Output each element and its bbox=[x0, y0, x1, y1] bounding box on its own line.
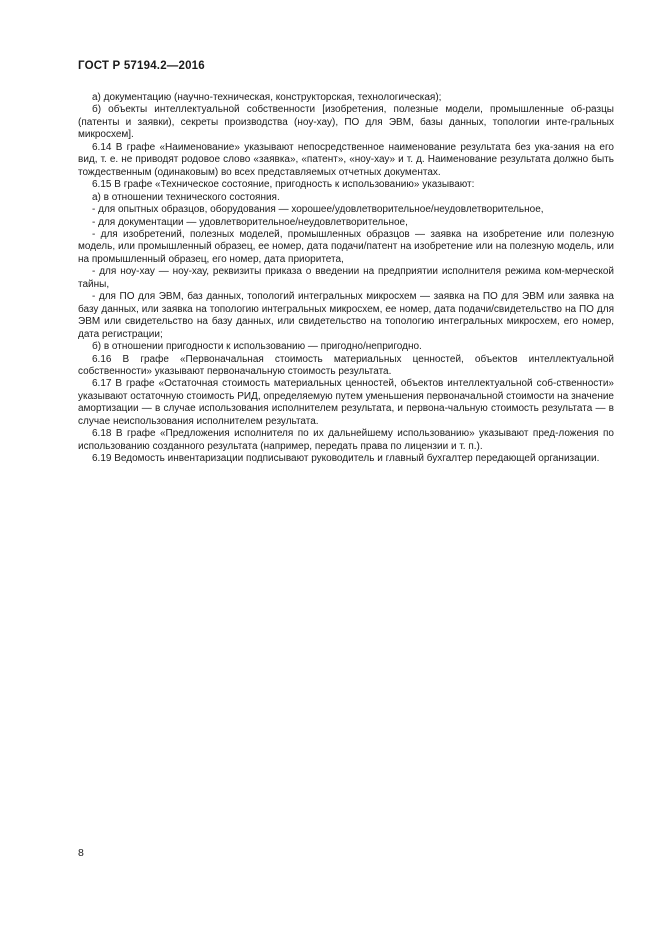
paragraph-6-15-a: а) в отношении технического состояния. bbox=[92, 191, 280, 203]
paragraph-6-14: 6.14 В графе «Наименование» указывают непосредственное наименование результата без ука-зания на его вид, т. е. не приводят родовое слово «заявка», «патент», «ноу-хау» и т. д. Наименование результата должно быть тождественным (одинаковым) во всех представляемых отчетных документах. bbox=[78, 141, 614, 178]
list-item-inventions: - для изобретений, полезных моделей, промышленных образцов — заявка на изобретение или полезную модель, или промышленный образец, ее номер, дата подачи/патент на изобретение или на полезную модель, или на промышленный образец, его номер, дата приоритета, bbox=[78, 228, 614, 265]
list-item-know-how: - для ноу-хау — ноу-хау, реквизиты приказа о введении на предприятии исполнителя режима ком-мерческой тайны, bbox=[78, 266, 614, 290]
paragraph-6-19: 6.19 Ведомость инвентаризации подписывают руководитель и главный бухгалтер передающей организации. bbox=[92, 453, 600, 465]
paragraph-item-b-ip-objects: б) объекты интеллектуальной собственности [изобретения, полезные модели, промышленные об-разцы (патенты и заявки), секреты производства (ноу-хау), ПО для ЭВМ, базы данных, топологии инте-гральных микросхем]. bbox=[78, 104, 614, 141]
page-number: 8 bbox=[78, 847, 84, 859]
document-header: ГОСТ Р 57194.2—2016 bbox=[78, 60, 205, 72]
paragraph-6-17: 6.17 В графе «Остаточная стоимость материальных ценностей, объектов интеллектуальной соб-ственности» указывают остаточную стоимость РИД, определяемую путем уменьшения первоначальной стоимости на значение амортизации — в случае использования исполнителем результата, и первона-чальную стоимость результата — в случае неиспользования исполнителем результата. bbox=[78, 378, 614, 427]
document-body bbox=[78, 92, 614, 466]
paragraph-6-18: 6.18 В графе «Предложения исполнителя по их дальнейшему использованию» указывают пред-ложения по использованию созданного результата (например, передать права по лицензии и т. п.). bbox=[78, 428, 614, 452]
paragraph-item-a-documentation: а) документацию (научно-техническая, конструкторская, технологическая); bbox=[92, 92, 442, 103]
paragraph-6-16: 6.16 В графе «Первоначальная стоимость материальных ценностей, объектов интеллектуальной собственности» указывают первоначальную стоимость результата. bbox=[78, 353, 614, 377]
list-item-software: - для ПО для ЭВМ, баз данных, топологий интегральных микросхем — заявка на ПО для ЭВМ или заявка на базу данных, или заявка на топологию интегральных микросхем, ее номер, дата подачи/свидетельство на ПО для ЭВМ или свидетельство на базу данных, или свидетельство на топологию интегральных микросхем, его номер, дата регистрации; bbox=[78, 291, 614, 340]
paragraph-6-15-b: б) в отношении пригодности к использованию — пригодно/непригодно. bbox=[92, 341, 422, 353]
paragraph-6-15: 6.15 В графе «Техническое состояние, пригодность к использованию» указывают: bbox=[92, 179, 475, 191]
list-item-documentation: - для документации — удовлетворительное/неудовлетворительное, bbox=[92, 216, 408, 228]
list-item-prototypes: - для опытных образцов, оборудования — хорошее/удовлетворительное/неудовлетворительное, bbox=[92, 204, 544, 216]
